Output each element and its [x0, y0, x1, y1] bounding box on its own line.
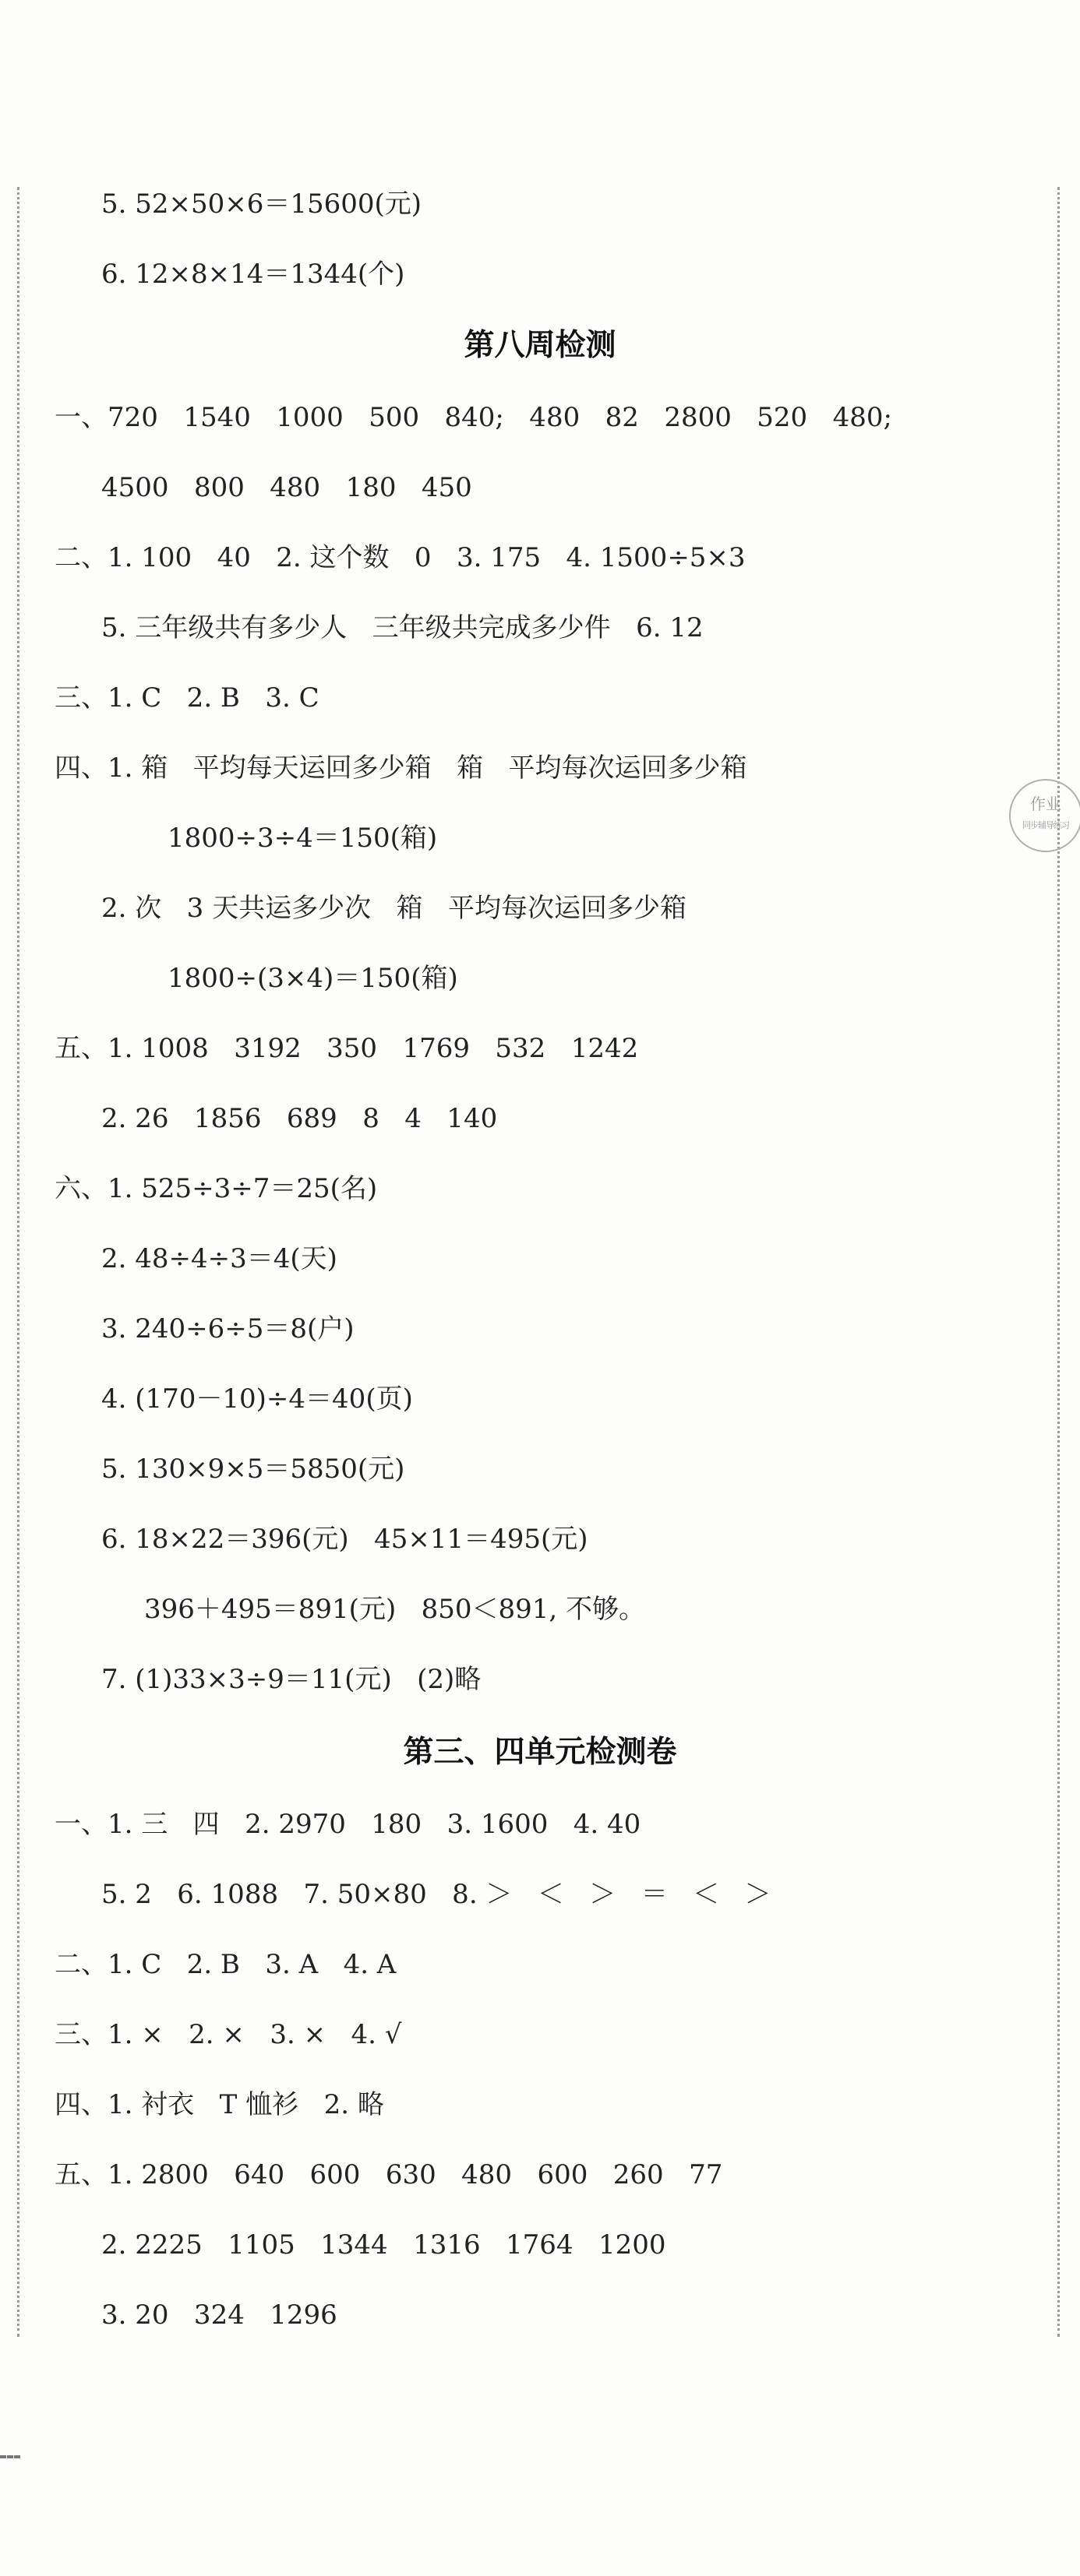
answer-line: 2. 26 1856 689 8 4 140: [101, 1103, 498, 1134]
stamp-bottom-text: 同步辅导练习: [1022, 820, 1069, 830]
answer-line: 396＋495＝891(元) 850＜891, 不够。: [144, 1594, 646, 1625]
right-binding-dotted-line: [1057, 187, 1060, 2337]
answer-line: 6. 12×8×14＝1344(个): [101, 259, 405, 290]
answer-line: 4. (170－10)÷4＝40(页): [101, 1383, 413, 1415]
answer-line: 1800÷(3×4)＝150(箱): [168, 963, 458, 994]
section-title: 第八周检测: [464, 328, 616, 363]
answer-line: 7. (1)33×3÷9＝11(元) (2)略: [101, 1664, 482, 1695]
answer-line: 一、720 1540 1000 500 840; 480 82 2800 520 480;: [55, 402, 892, 433]
answer-line: 五、1. 2800 640 600 630 480 600 260 77: [55, 2159, 723, 2190]
answer-line: 六、1. 525÷3÷7＝25(名): [55, 1173, 378, 1204]
answer-line: 二、1. C 2. B 3. A 4. A: [55, 1949, 397, 1980]
answer-line: 2. 2225 1105 1344 1316 1764 1200: [101, 2229, 666, 2261]
answer-line: 5. 52×50×6＝15600(元): [101, 189, 422, 220]
answer-line: 三、1. C 2. B 3. C: [55, 682, 319, 714]
answer-line: 2. 次 3 天共运多少次 箱 平均每次运回多少箱: [101, 893, 686, 924]
answer-line: 3. 20 324 1296: [101, 2299, 337, 2331]
answer-line: 四、1. 箱 平均每天运回多少箱 箱 平均每次运回多少箱: [55, 752, 747, 784]
answer-line: 3. 240÷6÷5＝8(户): [101, 1313, 355, 1344]
stamp-top-text: 作业: [1030, 795, 1061, 813]
answer-line: 2. 48÷4÷3＝4(天): [101, 1243, 337, 1274]
answer-line: 三、1. × 2. × 3. × 4. √: [55, 2019, 402, 2050]
answer-line: 五、1. 1008 3192 350 1769 532 1242: [55, 1033, 639, 1064]
answer-line: 5. 130×9×5＝5850(元): [101, 1454, 405, 1485]
watermark-stamp: [1009, 779, 1080, 852]
answer-line: 5. 三年级共有多少人 三年级共完成多少件 6. 12: [101, 612, 704, 643]
left-binding-dotted-line: [17, 187, 19, 2337]
corner-dash-mark: [0, 2455, 20, 2458]
answer-line: 4500 800 480 180 450: [101, 472, 472, 503]
answer-line: 二、1. 100 40 2. 这个数 0 3. 175 4. 1500÷5×3: [55, 542, 746, 573]
section-title: 第三、四单元检测卷: [403, 1735, 677, 1770]
answer-line: 四、1. 衬衣 T 恤衫 2. 略: [55, 2089, 384, 2120]
answer-line: 6. 18×22＝396(元) 45×11＝495(元): [101, 1524, 588, 1555]
answer-line: 一、1. 三 四 2. 2970 180 3. 1600 4. 40: [55, 1809, 641, 1840]
answer-line: 1800÷3÷4＝150(箱): [168, 823, 438, 854]
answer-line: 5. 2 6. 1088 7. 50×80 8. ＞ ＜ ＞ ＝ ＜ ＞: [101, 1879, 771, 1910]
